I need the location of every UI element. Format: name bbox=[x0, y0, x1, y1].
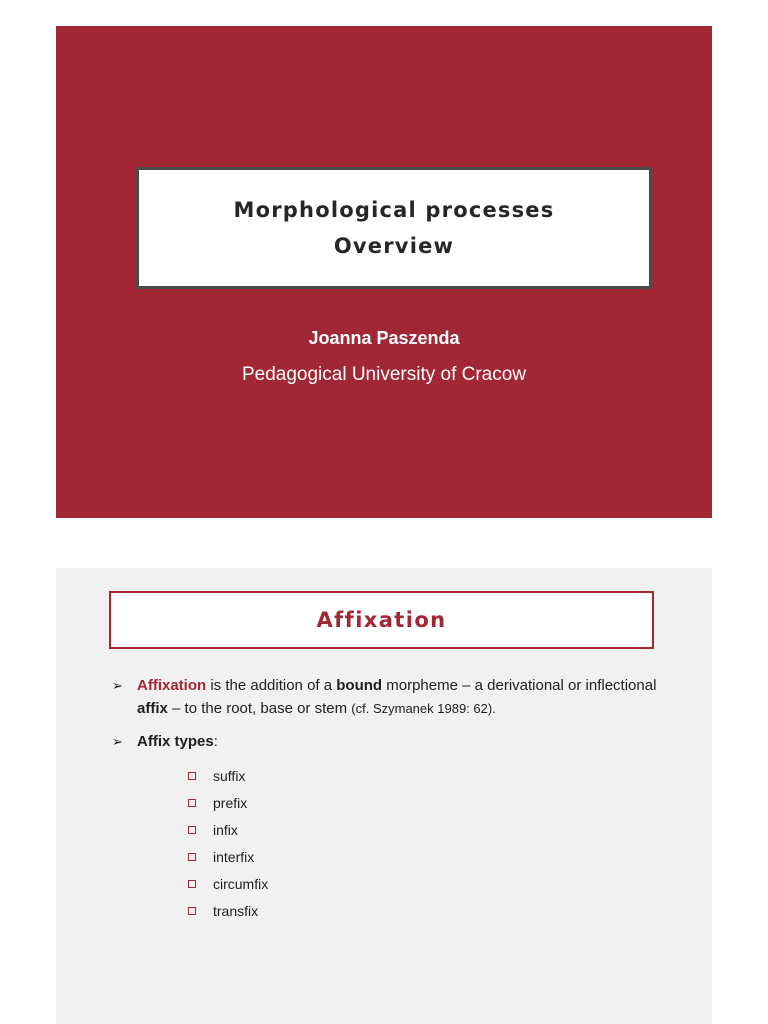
definition-text-2: morpheme – a derivational or inflectional bbox=[382, 677, 657, 694]
section-title: Affixation bbox=[316, 608, 447, 632]
affix-type-label: infix bbox=[213, 821, 238, 838]
affix-types-colon: : bbox=[213, 733, 218, 750]
list-item bbox=[188, 816, 268, 843]
square-bullet-icon bbox=[188, 907, 196, 915]
affix-type-label: suffix bbox=[213, 767, 246, 784]
author-name: Joanna Paszenda bbox=[308, 328, 460, 348]
title-box bbox=[136, 167, 652, 289]
definition-text-1: is the addition of a bbox=[206, 677, 337, 694]
affix-types-heading bbox=[137, 730, 218, 753]
square-bullet-icon bbox=[188, 799, 196, 807]
definition-line-2 bbox=[137, 697, 496, 720]
list-item bbox=[188, 843, 268, 870]
affixation-slide bbox=[56, 568, 712, 1024]
list-item bbox=[188, 762, 268, 789]
affix-type-label: prefix bbox=[213, 794, 248, 811]
affix-types-label: Affix types bbox=[137, 733, 214, 750]
list-item bbox=[188, 870, 268, 897]
list-item bbox=[188, 789, 268, 816]
arrow-bullet-icon: ➢ bbox=[112, 734, 123, 749]
square-bullet-icon bbox=[188, 880, 196, 888]
affix-type-label: circumfix bbox=[213, 875, 269, 892]
definition-text-3: – to the root, base or stem bbox=[167, 700, 352, 717]
arrow-bullet-icon: ➢ bbox=[112, 678, 123, 693]
square-bullet-icon bbox=[188, 853, 196, 861]
term-affixation: Affixation bbox=[137, 677, 207, 694]
square-bullet-icon bbox=[188, 826, 196, 834]
affix-type-label: transfix bbox=[213, 902, 259, 919]
term-bound: bound bbox=[336, 677, 383, 694]
title-line-1: Morphological processes bbox=[233, 198, 555, 222]
affix-type-label: interfix bbox=[213, 848, 255, 865]
square-bullet-icon bbox=[188, 772, 196, 780]
title-line-2: Overview bbox=[333, 234, 455, 258]
citation: (cf. Szymanek 1989: 62). bbox=[351, 701, 496, 716]
definition-line-1 bbox=[137, 674, 656, 697]
affix-types-list bbox=[188, 762, 268, 924]
section-title-box bbox=[109, 591, 654, 649]
affiliation: Pedagogical University of Cracow bbox=[241, 364, 527, 385]
term-affix: affix bbox=[137, 700, 168, 717]
title-slide bbox=[56, 26, 712, 518]
list-item bbox=[188, 897, 268, 924]
